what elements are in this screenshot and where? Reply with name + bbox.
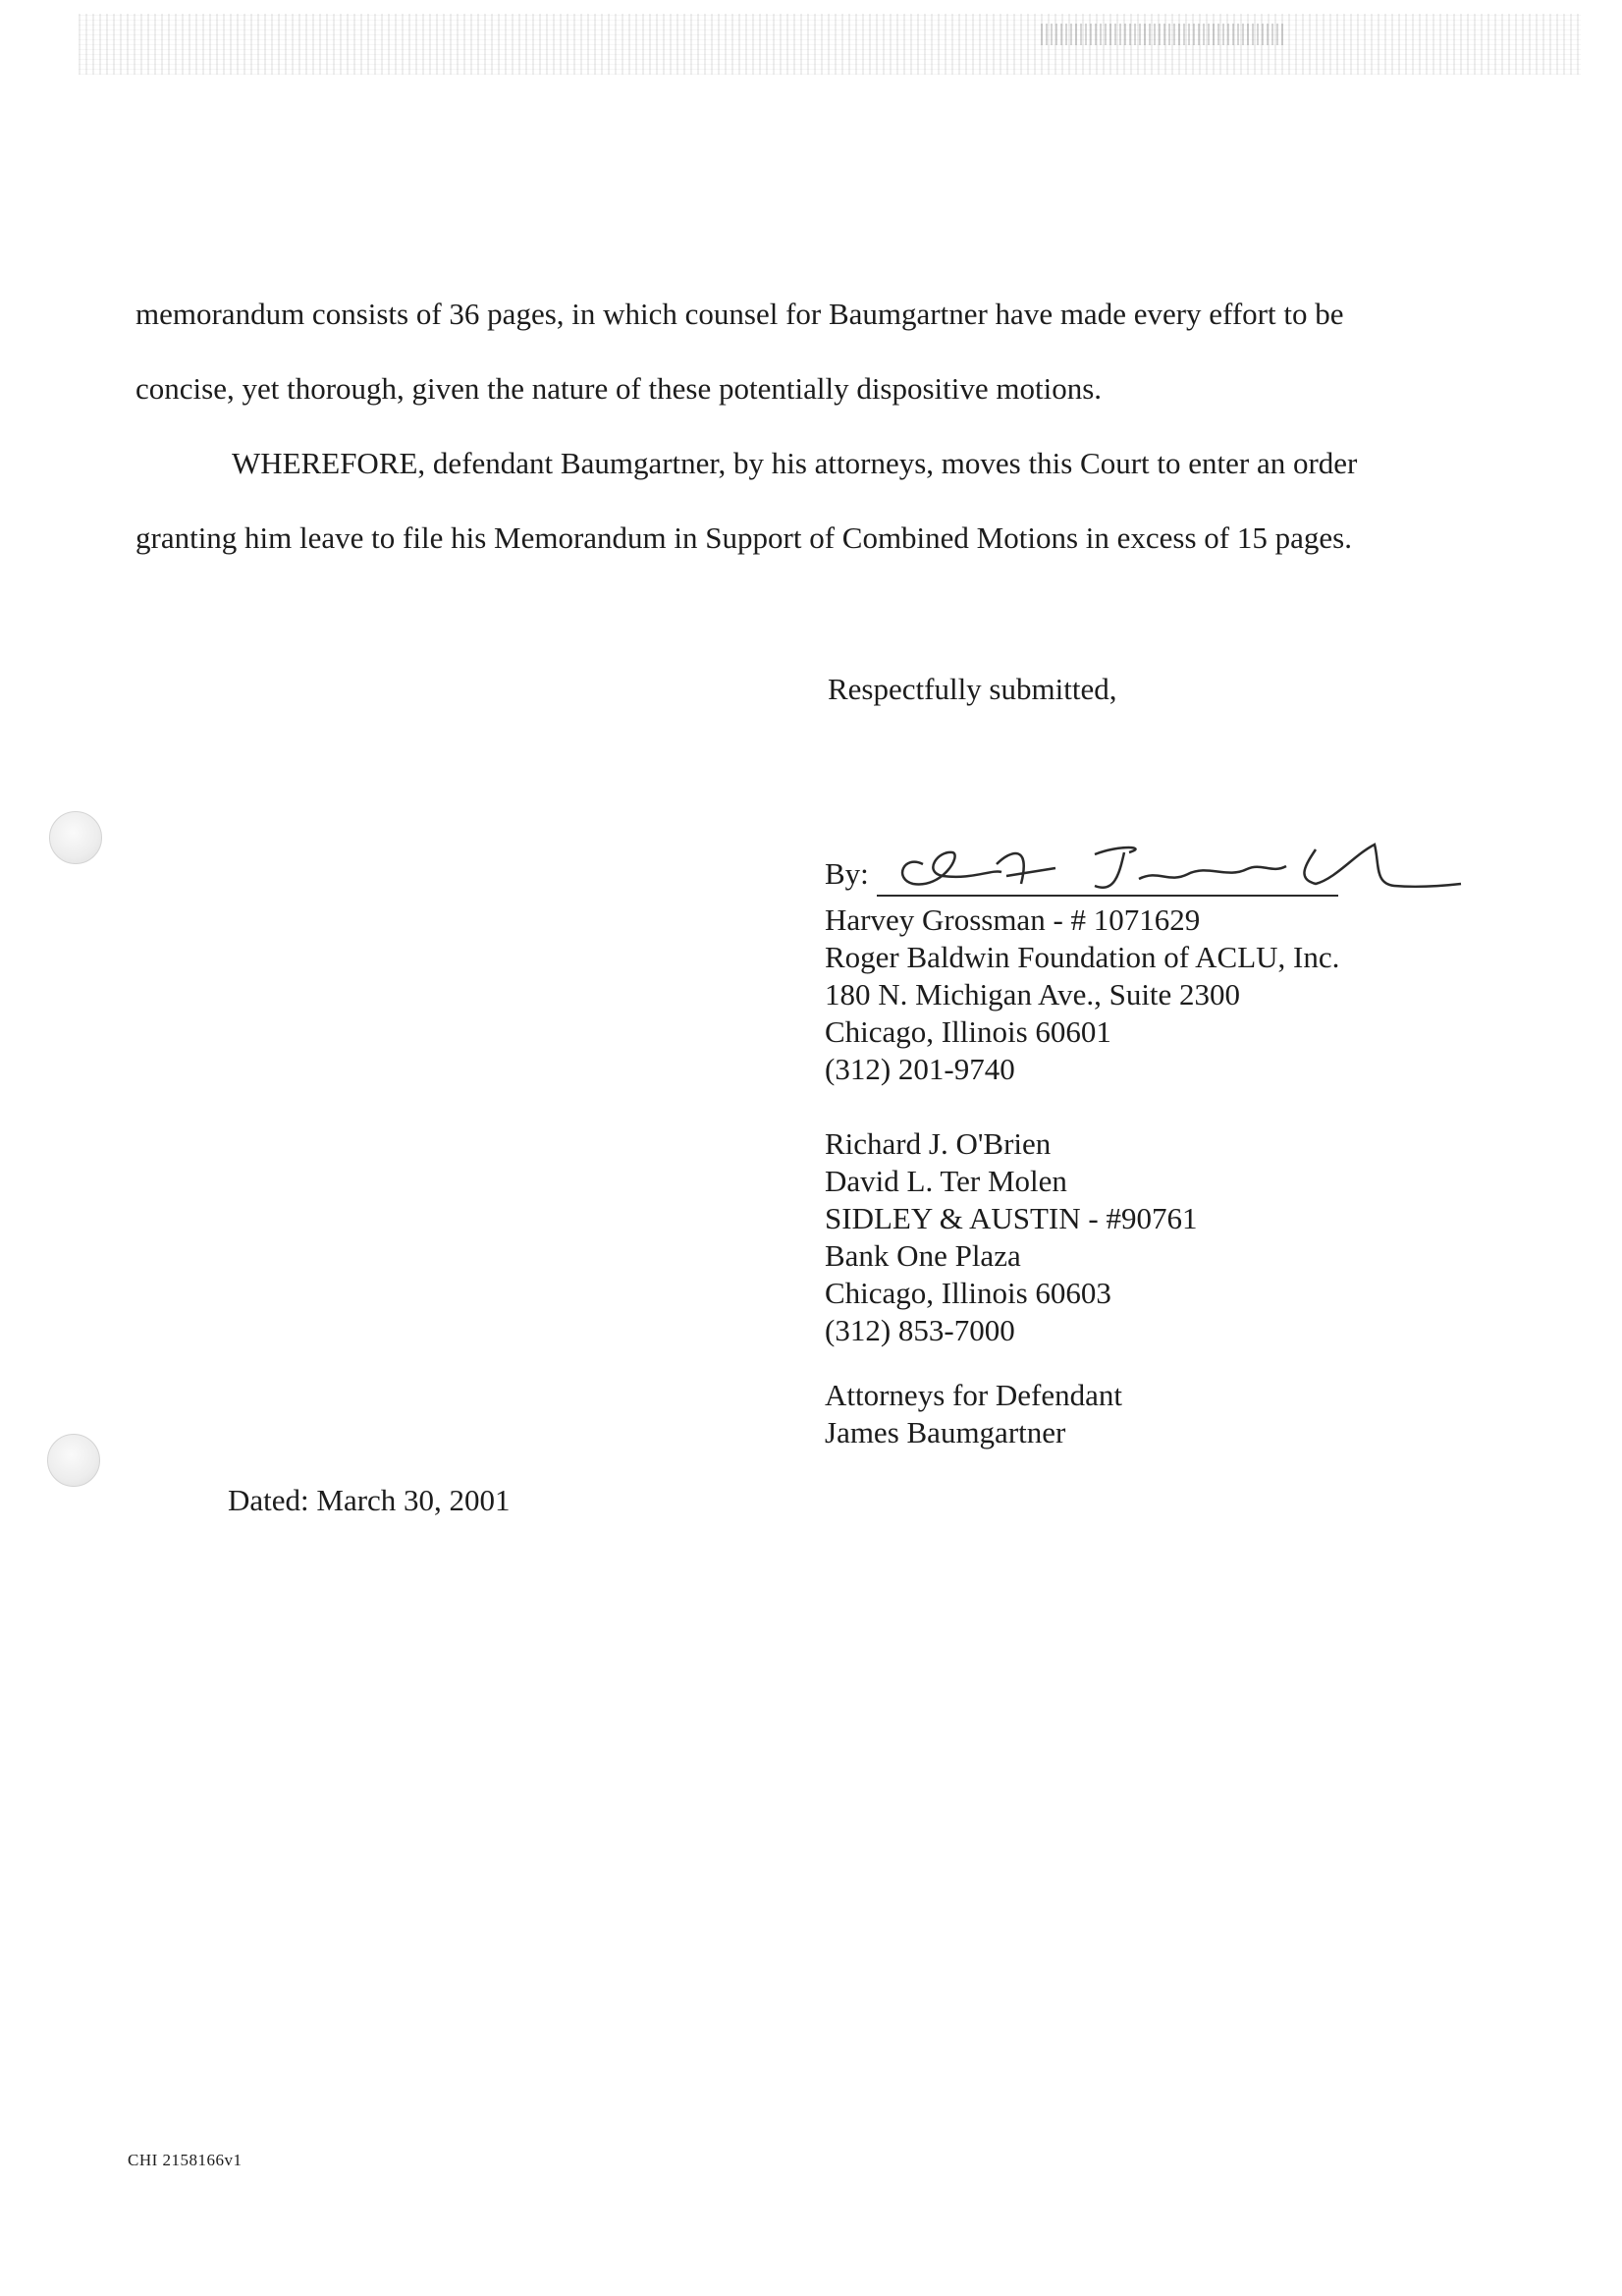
attorney-name-2: David L. Ter Molen [825,1164,1067,1198]
representation-block [825,1377,1122,1451]
attorney-address: 180 N. Michigan Ave., Suite 2300 [825,977,1241,1011]
attorney-name: Harvey Grossman - # 1071629 [825,902,1201,937]
scan-artifact-top [79,14,1581,75]
attorney-address: Bank One Plaza [825,1238,1021,1273]
paragraph-continuation: memorandum consists of 36 pages, in which counsel for Baumgartner have made every effort to be concise, yet thorough, given the nature of these potentially dispositive motions. [135,297,1344,406]
by-label: By: [825,856,869,891]
attorney-city: Chicago, Illinois 60601 [825,1014,1111,1049]
paragraph-wherefore: WHEREFORE, defendant Baumgartner, by his attorneys, moves this Court to enter an order granting him leave to file his Memorandum in Support of Combined Motions in excess of 15 pages. [135,446,1358,555]
attorney-phone: (312) 853-7000 [825,1313,1015,1347]
representation-line-2: James Baumgartner [825,1415,1066,1449]
attorney-phone: (312) 201-9740 [825,1052,1015,1086]
dated-line: Dated: March 30, 2001 [228,1483,511,1517]
document-id: CHI 2158166v1 [128,2151,243,2169]
attorney-block-sidley [825,1125,1197,1349]
attorney-name-1: Richard J. O'Brien [825,1126,1052,1161]
representation-line-1: Attorneys for Defendant [825,1378,1123,1412]
punch-hole-upper [49,811,102,864]
attorney-block-aclu [825,902,1339,1088]
closing-respectfully: Respectfully submitted, [828,672,1117,706]
handwritten-signature [884,825,1463,913]
attorney-firm: SIDLEY & AUSTIN - #90761 [825,1201,1198,1235]
scan-artifact-dark [1041,24,1286,45]
body-text [135,277,1432,575]
punch-hole-lower [47,1434,100,1487]
attorney-city: Chicago, Illinois 60603 [825,1276,1111,1310]
attorney-org: Roger Baldwin Foundation of ACLU, Inc. [825,940,1340,974]
